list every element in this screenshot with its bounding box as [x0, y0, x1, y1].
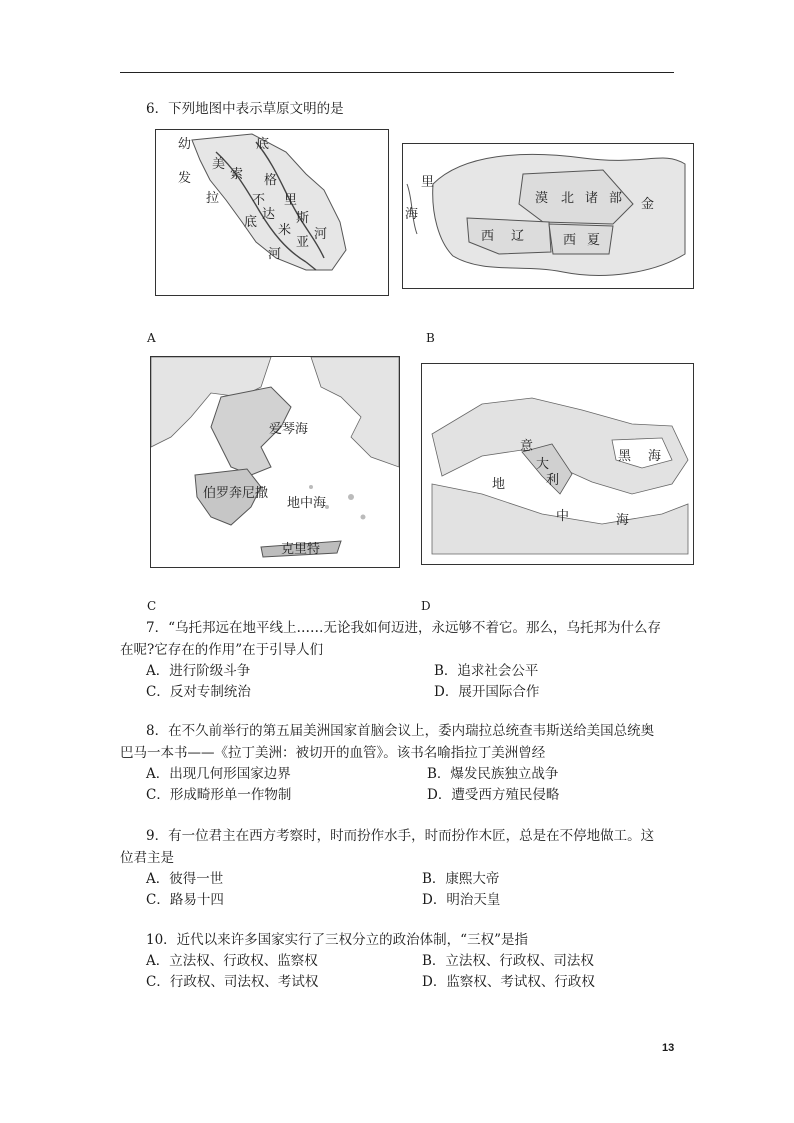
map-a-label: 底 [244, 215, 258, 230]
map-c-label: 爱琴海 [269, 422, 309, 437]
q7-option-b: B．追求社会公平 [434, 663, 539, 679]
map-a-label: 美 [212, 157, 226, 172]
header-rule [120, 72, 674, 73]
q10-stem: 10．近代以来许多国家实行了三权分立的政治体制，“三权”是指 [146, 932, 528, 948]
map-d-caption: D [421, 599, 431, 613]
q7-stem-line1: 7．“乌托邦远在地平线上……无论我如何迈进，永远够不着它。那么，乌托邦为什么存 [146, 620, 661, 636]
map-c [150, 356, 400, 568]
map-d-label: 意 [520, 439, 534, 454]
map-a-label: 索 [230, 167, 244, 182]
map-b-label: 里 [421, 175, 435, 190]
q6-stem: 6．下列地图中表示草原文明的是 [146, 101, 344, 117]
map-a-label: 斯 [296, 211, 310, 226]
map-a-label: 不 [252, 193, 266, 208]
map-d-label: 海 [616, 513, 630, 528]
q7-option-d: D．展开国际合作 [434, 684, 540, 700]
map-a [155, 129, 389, 296]
q8-stem-line1: 8．在不久前举行的第五届美洲国家首脑会议上，委内瑞拉总统查韦斯送给美国总统奥 [146, 723, 655, 739]
map-b-label: 夏 [587, 233, 601, 248]
q9-stem-line1: 9．有一位君主在西方考察时，时而扮作水手，时而扮作木匠，总是在不停地做工。这 [146, 828, 655, 844]
map-b-label: 部 [609, 191, 623, 206]
map-c-caption: C [147, 599, 157, 613]
map-a-label: 河 [268, 247, 282, 262]
map-b-label: 北 [561, 191, 575, 206]
q9-option-a: A．彼得一世 [146, 871, 224, 887]
q9-stem-line2: 位君主是 [120, 850, 174, 866]
map-c-label: 克里特 [281, 542, 321, 557]
map-b-label: 海 [405, 207, 419, 222]
map-c-label: 伯罗奔尼撒 [203, 486, 269, 501]
map-b-label: 辽 [511, 229, 525, 244]
map-d-label: 中 [556, 509, 570, 524]
q8-option-b: B．爆发民族独立战争 [427, 766, 559, 782]
map-b-label: 西 [563, 233, 577, 248]
map-d-label: 大 [536, 457, 550, 472]
map-a-label: 幼 [178, 137, 192, 152]
map-d [421, 363, 694, 565]
map-c-label: 地中海 [287, 496, 327, 511]
q8-stem-line2: 巴马一本书——《拉丁美洲：被切开的血管》。该书名喻指拉丁美洲曾经 [120, 745, 546, 761]
map-a-label: 里 [284, 193, 298, 208]
map-d-label: 黑 [618, 449, 632, 464]
map-a-label: 米 [278, 223, 292, 238]
q10-option-b: B．立法权、行政权、司法权 [422, 953, 594, 969]
map-b-label: 诸 [585, 191, 599, 206]
q8-option-c: C．形成畸形单一作物制 [146, 787, 292, 803]
map-a-caption: A [147, 331, 156, 345]
map-d-label: 地 [492, 477, 506, 492]
q9-option-d: D．明治天皇 [422, 892, 501, 908]
map-a-label: 发 [178, 171, 192, 186]
q9-option-c: C．路易十四 [146, 892, 224, 908]
map-b [402, 143, 694, 289]
q10-option-c: C．行政权、司法权、考试权 [146, 974, 319, 990]
q8-option-d: D．遭受西方殖民侵略 [427, 787, 560, 803]
map-a-label: 河 [314, 227, 328, 242]
map-b-caption: B [426, 331, 435, 345]
map-a-label: 格 [264, 173, 278, 188]
q8-option-a: A．出现几何形国家边界 [146, 766, 291, 782]
map-d-label: 利 [546, 473, 560, 488]
map-b-label: 漠 [535, 191, 549, 206]
page-number: 13 [662, 1042, 675, 1054]
q7-option-c: C．反对专制统治 [146, 684, 251, 700]
q7-stem-line2: 在呢?它存在的作用”在于引导人们 [120, 642, 324, 658]
map-a-label: 拉 [206, 191, 220, 206]
q10-option-d: D．监察权、考试权、行政权 [422, 974, 595, 990]
map-b-label: 西 [481, 229, 495, 244]
map-a-label: 底 [256, 137, 270, 152]
map-a-label: 亚 [296, 235, 310, 250]
q7-option-a: A．进行阶级斗争 [146, 663, 251, 679]
map-b-label: 金 [641, 197, 655, 212]
map-a-label: 达 [262, 207, 276, 222]
q9-option-b: B．康熙大帝 [422, 871, 500, 887]
map-d-label: 海 [648, 449, 662, 464]
q10-option-a: A．立法权、行政权、监察权 [146, 953, 318, 969]
